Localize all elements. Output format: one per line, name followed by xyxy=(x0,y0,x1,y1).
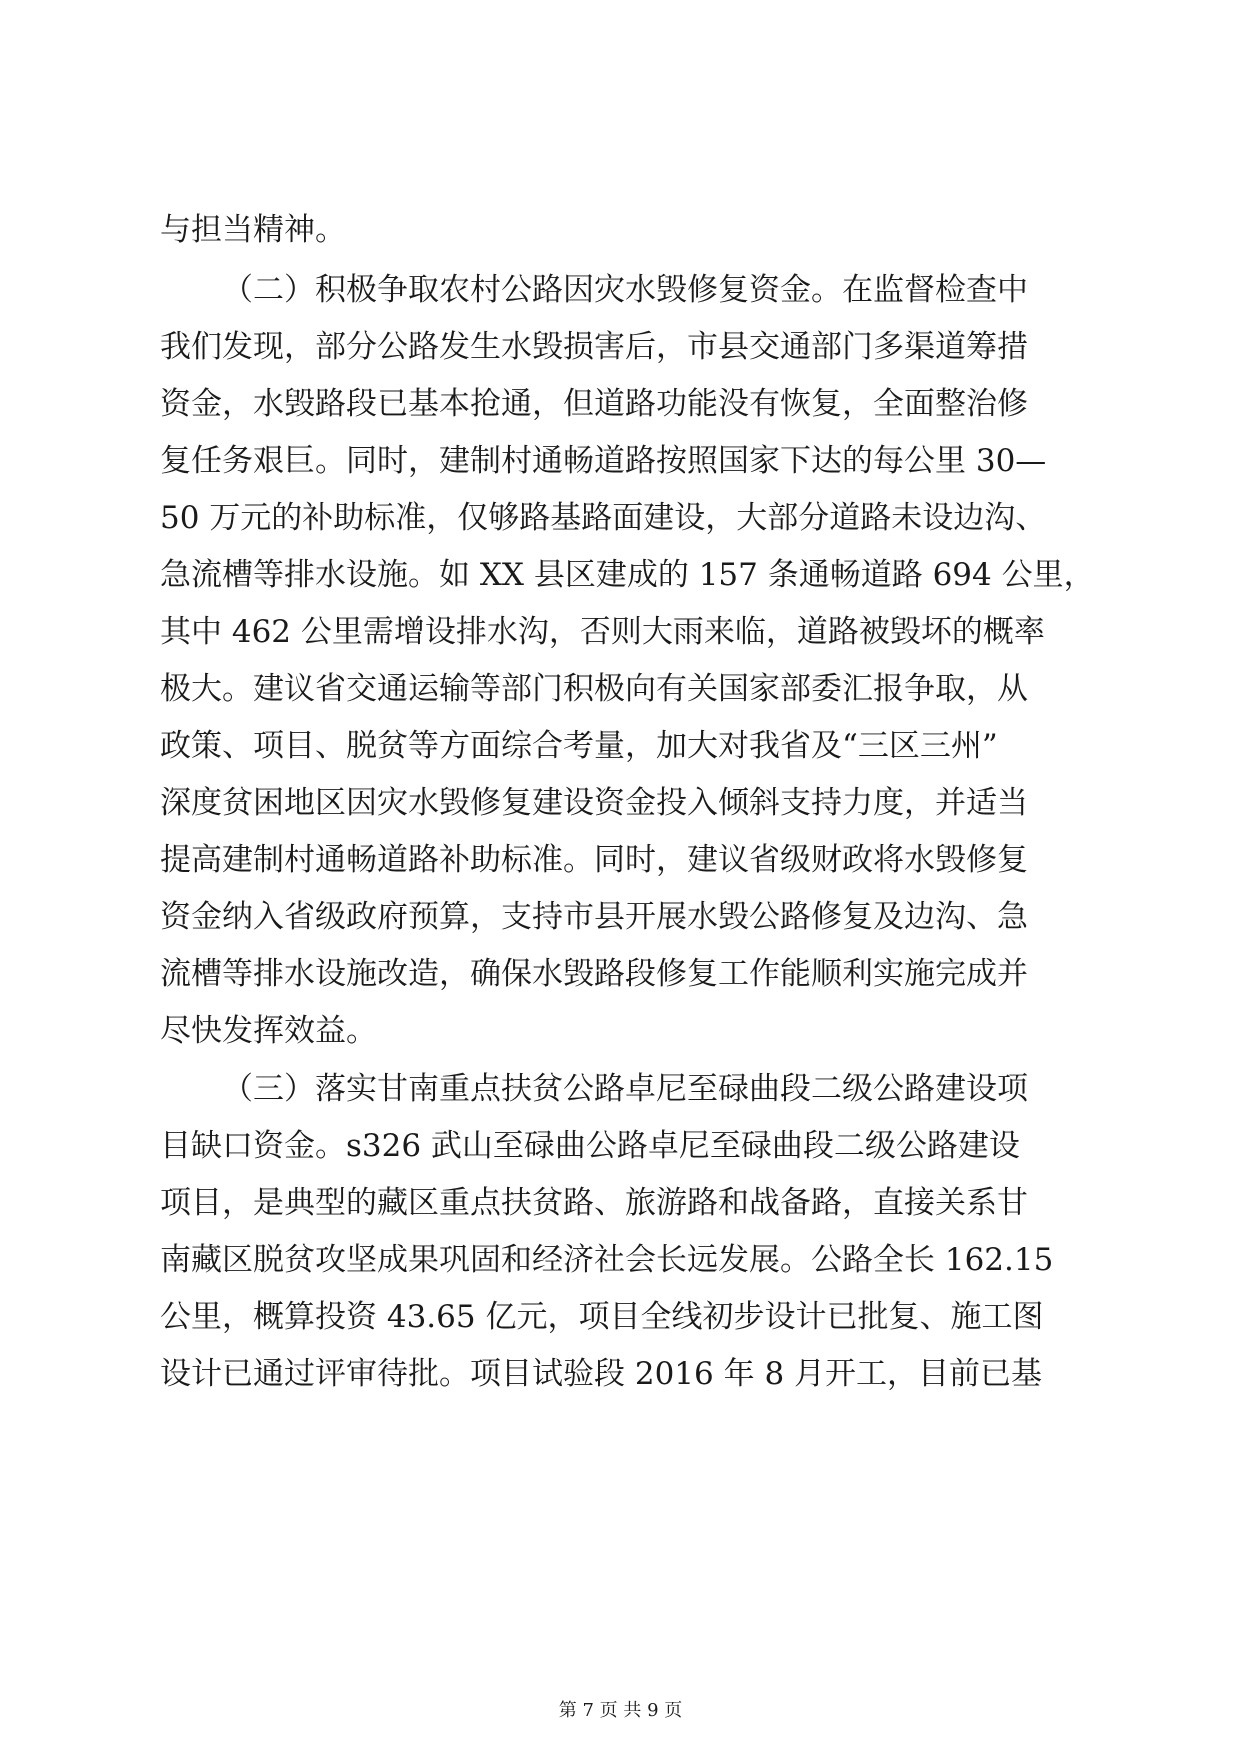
text-line: 公里，概算投资 43.65 亿元，项目全线初步设计已批复、施工图 xyxy=(160,1299,1044,1335)
page-number-footer: 第 7 页 共 9 页 xyxy=(558,1700,683,1721)
text-line: 急流槽等排水设施。如 XX 县区建成的 157 条通畅道路 694 公里， xyxy=(160,557,1095,593)
text-line: 深度贫困地区因灾水毁修复建设资金投入倾斜支持力度，并适当 xyxy=(160,785,1028,821)
text-line: 政策、项目、脱贫等方面综合考量，加大对我省及“三区三州” xyxy=(160,728,998,764)
text-line: 其中 462 公里需增设排水沟，否则大雨来临，道路被毁坏的概率 xyxy=(160,614,1045,650)
text-line: 与担当精神。 xyxy=(160,212,346,248)
text-line: 50 万元的补助标准，仅够路基路面建设，大部分道路未设边沟、 xyxy=(160,500,1047,536)
text-line: 项目，是典型的藏区重点扶贫路、旅游路和战备路，直接关系甘 xyxy=(160,1185,1028,1221)
text-line: 复任务艰巨。同时，建制村通畅道路按照国家下达的每公里 30— xyxy=(160,443,1047,479)
text-line: 目缺口资金。s326 武山至碌曲公路卓尼至碌曲段二级公路建设 xyxy=(160,1128,1020,1164)
text-line: 我们发现，部分公路发生水毁损害后，市县交通部门多渠道筹措 xyxy=(160,329,1028,365)
text-line: 尽快发挥效益。 xyxy=(160,1013,377,1049)
text-line: 资金，水毁路段已基本抢通，但道路功能没有恢复，全面整治修 xyxy=(160,386,1028,422)
text-line: 流槽等排水设施改造，确保水毁路段修复工作能顺利实施完成并 xyxy=(160,956,1028,992)
text-line: 资金纳入省级政府预算，支持市县开展水毁公路修复及边沟、急 xyxy=(160,899,1028,935)
text-line: 南藏区脱贫攻坚成果巩固和经济社会长远发展。公路全长 162.15 xyxy=(160,1242,1054,1278)
text-line: （三）落实甘南重点扶贫公路卓尼至碌曲段二级公路建设项 xyxy=(222,1071,1028,1107)
text-line: 提高建制村通畅道路补助标准。同时，建议省级财政将水毁修复 xyxy=(160,842,1028,878)
text-line: （二）积极争取农村公路因灾水毁修复资金。在监督检查中 xyxy=(222,272,1028,308)
text-line: 极大。建议省交通运输等部门积极向有关国家部委汇报争取，从 xyxy=(160,671,1028,707)
text-line: 设计已通过评审待批。项目试验段 2016 年 8 月开工，目前已基 xyxy=(160,1356,1043,1392)
